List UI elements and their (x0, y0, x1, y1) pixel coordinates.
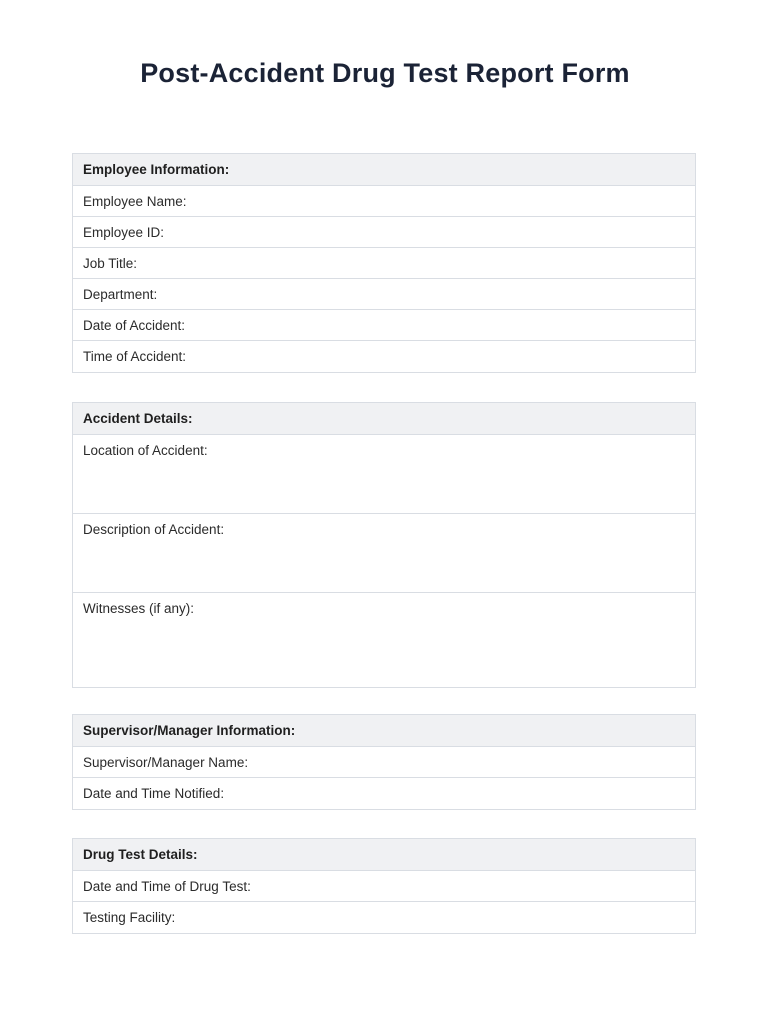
page-title: Post-Accident Drug Test Report Form (140, 58, 630, 88)
location-of-accident-field[interactable]: Location of Accident: (73, 435, 695, 514)
drug-test-details-section (72, 838, 696, 934)
date-of-accident-field[interactable]: Date of Accident: (73, 310, 695, 341)
section-header: Supervisor/Manager Information: (73, 715, 695, 747)
employee-information-section (72, 153, 696, 373)
testing-facility-field[interactable]: Testing Facility: (83, 910, 176, 925)
department-field[interactable]: Department: (73, 279, 695, 310)
job-title-field[interactable]: Job Title: (73, 248, 695, 279)
accident-details-section (72, 402, 696, 688)
description-of-accident-field[interactable]: Description of Accident: (73, 514, 695, 593)
employee-name-field[interactable]: Employee Name: (73, 186, 695, 217)
witnesses-field[interactable]: Witnesses (if any): (83, 601, 195, 616)
section-header: Drug Test Details: (73, 839, 695, 871)
drug-test-datetime-field[interactable]: Date and Time of Drug Test: (73, 871, 695, 902)
date-time-notified-field[interactable]: Date and Time Notified: (83, 786, 225, 801)
section-header: Accident Details: (73, 403, 695, 435)
section-header: Employee Information: (73, 154, 695, 186)
time-of-accident-field[interactable]: Time of Accident: (83, 349, 187, 364)
supervisor-name-field[interactable]: Supervisor/Manager Name: (73, 747, 695, 778)
supervisor-information-section (72, 714, 696, 810)
employee-id-field[interactable]: Employee ID: (73, 217, 695, 248)
